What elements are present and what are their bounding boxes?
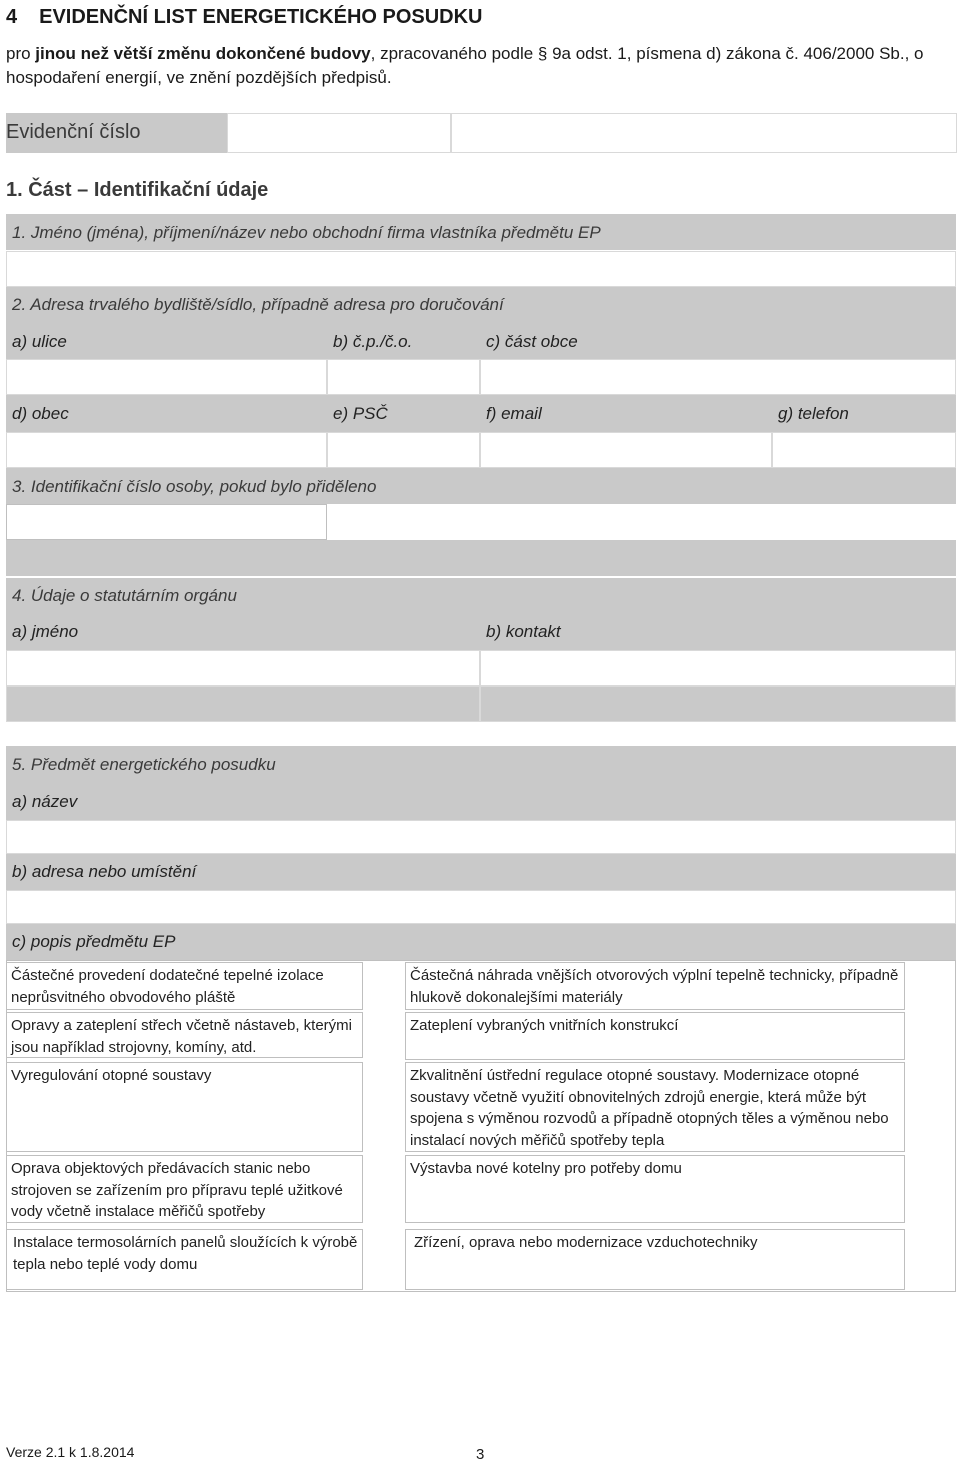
q2-obec-label: d) obec — [12, 404, 69, 423]
option-right-4[interactable]: Výstavba nové kotelny pro potřeby domu — [405, 1155, 905, 1223]
q2-email-field[interactable] — [480, 432, 772, 468]
option-left-2[interactable]: Opravy a zateplení střech včetně nástaveb, kterými jsou například strojovny, komíny, atd. — [6, 1012, 363, 1058]
part1-title: 1. Část – Identifikační údaje — [6, 179, 269, 201]
q5-adresa-label: b) adresa nebo umístění — [12, 862, 197, 881]
q4-row2-right — [480, 686, 956, 722]
q5-nazev-field[interactable] — [6, 820, 956, 854]
evidencni-field-1[interactable] — [227, 113, 451, 153]
footer-version: Verze 2.1 k 1.8.2014 — [6, 1444, 135, 1460]
section-heading — [6, 4, 946, 30]
option-right-3[interactable]: Zkvalitnění ústřední regulace otopné soustavy. Modernizace otopné soustavy včetně využití obnovitelných zdrojů energie, která může být spojena s výměnou rozvodů a případně otopných těles a výměnou nebo instalací nových měřičů spotřeby tepla — [405, 1062, 905, 1152]
q3-field[interactable] — [6, 504, 327, 540]
q5-title: 5. Předmět energetického posudku — [12, 755, 276, 774]
option-left-5[interactable]: Instalace termosolárních panelů sloužících k výrobě tepla nebo teplé vody domu — [6, 1229, 363, 1290]
q4-jmeno-label: a) jméno — [12, 622, 79, 641]
q5-nazev-label: a) název — [12, 792, 78, 811]
page-number: 3 — [476, 1446, 485, 1463]
q2-cp-field[interactable] — [327, 359, 480, 395]
q2-ulice-label: a) ulice — [12, 332, 67, 351]
option-left-4[interactable]: Oprava objektových předávacích stanic nebo strojoven se zařízením pro přípravu teplé užitkové vody včetně instalace měřičů spotřeby — [6, 1155, 363, 1223]
q2-title: 2. Adresa trvalého bydliště/sídlo, případně adresa pro doručování — [12, 295, 504, 314]
option-right-5[interactable]: Zřízení, oprava nebo modernizace vzduchotechniky — [405, 1229, 905, 1290]
intro-text: pro jinou než větší změnu dokončené budovy, zpracovaného podle § 9a odst. 1, písmena d) zákona č. 406/2000 Sb., o hospodaření energií, ve znění pozdějších předpisů. — [6, 44, 924, 87]
q2-obec-field[interactable] — [6, 432, 327, 468]
option-right-2[interactable]: Zateplení vybraných vnitřních konstrukcí — [405, 1012, 905, 1060]
option-right-1[interactable]: Částečná náhrada vnějších otvorových výplní tepelně technicky, případně hlukově dokonalejšími materiály — [405, 962, 905, 1010]
option-left-1[interactable]: Částečné provedení dodatečné tepelné izolace neprůsvitného obvodového pláště — [6, 962, 363, 1010]
option-left-3[interactable]: Vyregulování otopné soustavy — [6, 1062, 363, 1152]
evidencni-label: Evidenční číslo — [6, 121, 141, 143]
q2-psc-field[interactable] — [327, 432, 480, 468]
q1-title: 1. Jméno (jména), příjmení/název nebo obchodní firma vlastníka předmětu EP — [12, 223, 601, 242]
q3-title: 3. Identifikační číslo osoby, pokud bylo přiděleno — [12, 477, 377, 496]
q2-cast-label: c) část obce — [486, 332, 578, 351]
q5-adresa-field[interactable] — [6, 890, 956, 924]
q2-psc-label: e) PSČ — [333, 404, 388, 423]
q3-blank — [327, 504, 956, 540]
q5-popis-label: c) popis předmětu EP — [12, 932, 176, 951]
q2-telefon-label: g) telefon — [778, 404, 849, 423]
q4-kontakt-label: b) kontakt — [486, 622, 561, 641]
q2-telefon-field[interactable] — [772, 432, 956, 468]
section-number: 4 — [6, 6, 18, 28]
q2-cp-label: b) č.p./č.o. — [333, 332, 413, 351]
intro-bold: jinou než větší změnu dokončené budovy — [35, 44, 371, 63]
q4-jmeno-field[interactable] — [6, 650, 480, 686]
q2-cast-field[interactable] — [480, 359, 956, 395]
q2-ulice-field[interactable] — [6, 359, 327, 395]
q2-email-label: f) email — [486, 404, 542, 423]
q4-row2-left — [6, 686, 480, 722]
q4-title: 4. Údaje o statutárním orgánu — [12, 586, 237, 605]
section-title: EVIDENČNÍ LIST ENERGETICKÉHO POSUDKU — [39, 6, 483, 28]
evidencni-field-2[interactable] — [451, 113, 957, 153]
q4-kontakt-field[interactable] — [480, 650, 956, 686]
q1-field[interactable] — [6, 251, 956, 287]
